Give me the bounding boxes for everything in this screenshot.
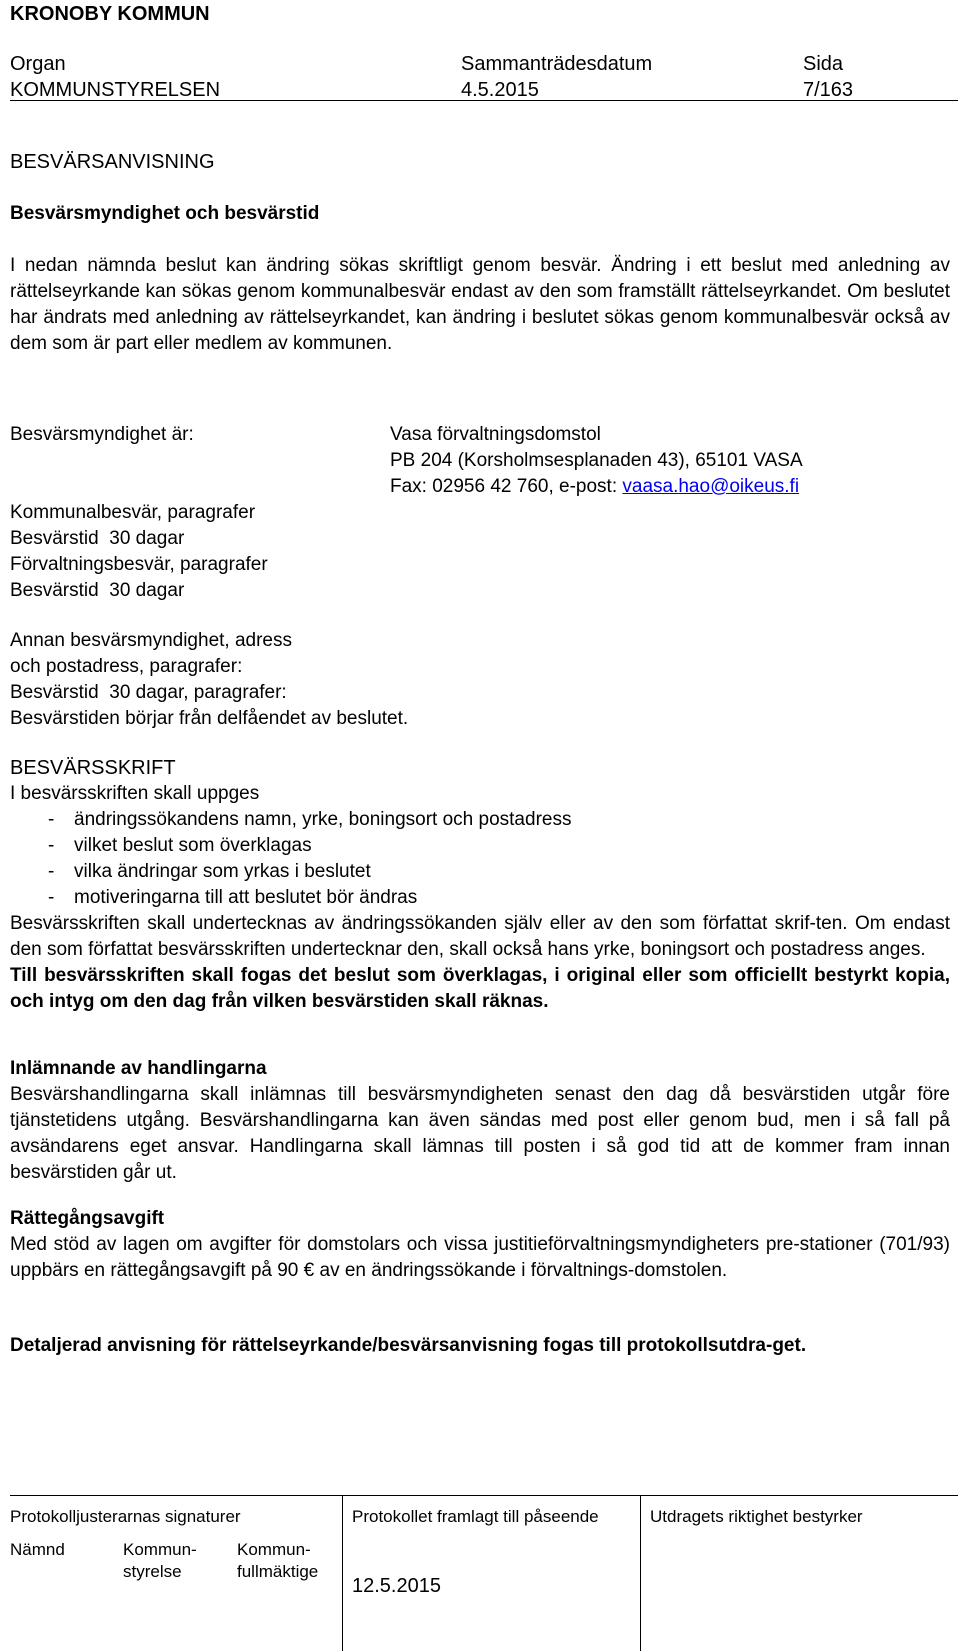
annan-block bbox=[10, 628, 950, 732]
kommunstyrelse-label: Kommun-styrelse bbox=[123, 1540, 197, 1581]
rattegang-section bbox=[10, 1206, 950, 1284]
authority-contact bbox=[390, 474, 950, 500]
besvarsskrift-list bbox=[10, 807, 950, 911]
footer-divider bbox=[640, 1495, 641, 1651]
organ-label: Organ bbox=[10, 53, 66, 75]
dash-bullet-icon: - bbox=[48, 835, 55, 856]
kommunalbesvar-time: Besvärstid 30 dagar bbox=[10, 528, 185, 549]
list-item-text: motiveringarna till att beslutet bör ändras bbox=[74, 887, 418, 908]
annan-line-4: Besvärstiden börjar från delfåendet av beslutet. bbox=[10, 708, 409, 729]
besvarsskrift-bold-note: Till besvärsskriften skall fogas det beslut som överklagas, i original eller som officiellt bestyrkt kopia, och intyg om den dag från vilken besvärstiden skall räknas. bbox=[10, 965, 950, 1012]
list-item bbox=[10, 833, 950, 859]
organ-value: KOMMUNSTYRELSEN bbox=[10, 79, 221, 101]
date-column bbox=[461, 51, 652, 103]
list-item-text: ändringssökandens namn, yrke, boningsort och postadress bbox=[74, 809, 572, 830]
framlagt-date: 12.5.2015 bbox=[352, 1575, 441, 1597]
authority-label: Besvärsmyndighet är: bbox=[10, 424, 194, 445]
besvarsskrift-paragraph: Besvärsskriften skall undertecknas av ändringssökanden själv eller av den som författat skrif-ten. Om endast den som författat besvärsskriften undertecknar den, skall också hans yrke, boningsort och postadress anges. bbox=[10, 913, 950, 960]
final-note: Detaljerad anvisning för rättelseyrkande/besvärsanvisning fogas till protokollsutdra-get. bbox=[10, 1335, 807, 1356]
list-item-text: vilket beslut som överklagas bbox=[74, 835, 312, 856]
page-column bbox=[803, 51, 853, 103]
dash-bullet-icon: - bbox=[48, 887, 55, 908]
kommunfullmaktige-label: Kommun-fullmäktige bbox=[237, 1540, 319, 1581]
besvarsskrift-section bbox=[10, 755, 950, 1015]
list-item bbox=[10, 885, 950, 911]
page-number: 7/163 bbox=[803, 79, 854, 101]
besvarsskrift-title: BESVÄRSSKRIFT bbox=[10, 757, 176, 779]
fax-text: Fax: 02956 42 760, e-post: bbox=[390, 476, 623, 497]
dash-bullet-icon: - bbox=[48, 809, 55, 830]
forvaltningsbesvar-label: Förvaltningsbesvär, paragrafer bbox=[10, 554, 268, 575]
list-item bbox=[10, 859, 950, 885]
namnd-label: Nämnd bbox=[10, 1540, 65, 1559]
kommunalbesvar-label: Kommunalbesvär, paragrafer bbox=[10, 502, 256, 523]
header-divider bbox=[10, 100, 958, 101]
organ-column bbox=[10, 51, 220, 103]
footer-divider bbox=[342, 1495, 343, 1651]
list-item-text: vilka ändringar som yrkas i beslutet bbox=[74, 861, 371, 882]
authority-name: Vasa förvaltningsdomstol bbox=[390, 424, 601, 445]
inlamnande-paragraph: Besvärshandlingarna skall inlämnas till besvärsmyndigheten senast den dag då besvärstiden utgår före tjänstetidens utgång. Besvärshandlingarna kan även sändas med post eller genom bud, men i så fall på avsändarens eget ansvar. Handlingarna skall lämnas till posten i så god tid att de kommer fram innan besvärstiden går ut. bbox=[10, 1084, 950, 1183]
authority-right bbox=[390, 422, 950, 500]
annan-line-1: Annan besvärsmyndighet, adress bbox=[10, 630, 292, 651]
besvarsskrift-intro: I besvärsskriften skall uppges bbox=[10, 783, 260, 804]
page-label: Sida bbox=[803, 53, 844, 75]
section-subtitle: Besvärsmyndighet och besvärstid bbox=[10, 203, 320, 224]
inlamnande-section bbox=[10, 1056, 950, 1186]
list-item bbox=[10, 807, 950, 833]
page-header-municipality: KRONOBY KOMMUN bbox=[10, 3, 210, 25]
meeting-date-value: 4.5.2015 bbox=[461, 79, 539, 101]
forvaltningsbesvar-block bbox=[10, 552, 950, 604]
inlamnande-title: Inlämnande av handlingarna bbox=[10, 1058, 267, 1079]
annan-line-2: och postadress, paragrafer: bbox=[10, 656, 243, 677]
utdrag-label: Utdragets riktighet bestyrker bbox=[650, 1507, 863, 1526]
authority-address: PB 204 (Korsholmsesplanaden 43), 65101 VASA bbox=[390, 450, 803, 471]
authority-left bbox=[10, 422, 370, 552]
intro-paragraph: I nedan nämnda beslut kan ändring sökas skriftligt genom besvär. Ändring i ett beslut med anledning av rättelseyrkande kan sökas genom kommunalbesvär endast av den som framställt rättelseyrkandet. Om beslutet har ändrats med anledning av rättelseyrkandet, kan ändring i beslutet sökas genom kommunalbesvär också av dem som är part eller medlem av kommunen. bbox=[10, 255, 950, 354]
section-title: BESVÄRSANVISNING bbox=[10, 151, 215, 173]
dash-bullet-icon: - bbox=[48, 861, 55, 882]
email-link[interactable]: vaasa.hao@oikeus.fi bbox=[622, 476, 800, 497]
rattegang-paragraph: Med stöd av lagen om avgifter för domstolars och vissa justitieförvaltningsmyndigheters pre-stationer (701/93) uppbärs en rättegångsavgift på 90 € av en ändringssökande i förvaltnings-domstolen. bbox=[10, 1234, 950, 1281]
forvaltningsbesvar-time: Besvärstid 30 dagar bbox=[10, 580, 185, 601]
meta-header bbox=[10, 51, 958, 105]
signature-footer bbox=[10, 1495, 958, 1651]
rattegang-title: Rättegångsavgift bbox=[10, 1208, 165, 1229]
meeting-date-label: Sammanträdesdatum bbox=[461, 53, 653, 75]
annan-line-3: Besvärstid 30 dagar, paragrafer: bbox=[10, 682, 287, 703]
signatures-label: Protokolljusterarnas signaturer bbox=[10, 1507, 241, 1526]
framlagt-label: Protokollet framlagt till påseende bbox=[352, 1507, 599, 1526]
footer-top-rule bbox=[10, 1495, 958, 1496]
